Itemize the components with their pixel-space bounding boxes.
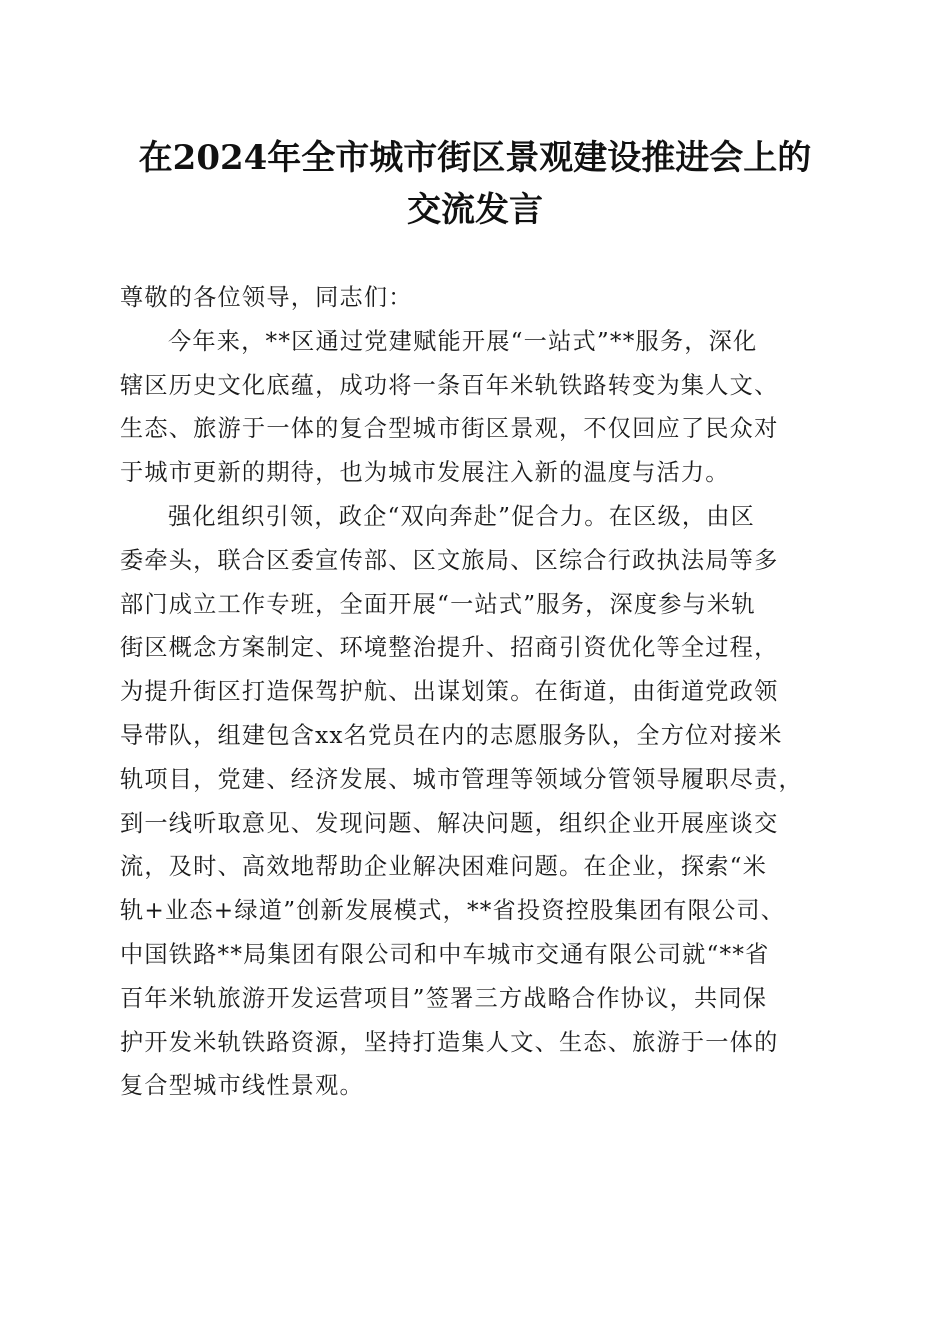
paragraph-line: 部门成立工作专班，全面开展“一站式”服务，深度参与米轨 bbox=[120, 590, 756, 618]
document-body bbox=[120, 276, 840, 1108]
paragraph-line: 中国铁路**局集团有限公司和中车城市交通有限公司就“**省 bbox=[120, 940, 770, 968]
document-title bbox=[110, 132, 840, 236]
paragraph-line: 今年来，**区通过党建赋能开展“一站式”**服务，深化 bbox=[168, 327, 758, 355]
paragraph-line: 强化组织引领，政企“双向奔赴”促合力。在区级，由区 bbox=[168, 502, 756, 530]
paragraph-line: 为提升街区打造保驾护航、出谋划策。在街道，由街道党政领 bbox=[120, 678, 779, 706]
paragraph-line: 轨项目，党建、经济发展、城市管理等领域分管领导履职尽责， bbox=[120, 765, 803, 793]
paragraph-line: 到一线听取意见、发现问题、解决问题，组织企业开展座谈交 bbox=[120, 809, 779, 837]
paragraph-line: 辖区历史文化底蕴，成功将一条百年米轨铁路转变为集人文、 bbox=[120, 371, 779, 399]
paragraph-line: 轨+业态+绿道”创新发展模式，**省投资控股集团有限公司、 bbox=[120, 897, 786, 925]
paragraph-line: 生态、旅游于一体的复合型城市街区景观，不仅回应了民众对 bbox=[120, 415, 779, 443]
paragraph-2 bbox=[120, 495, 840, 1108]
title-line-1: 在2024年全市城市街区景观建设推进会上的 bbox=[138, 138, 812, 178]
paragraph-line: 街区概念方案制定、环境整治提升、招商引资优化等全过程， bbox=[120, 634, 779, 662]
paragraph-line: 护开发米轨铁路资源，坚持打造集人文、生态、旅游于一体的 bbox=[120, 1028, 779, 1056]
paragraph-1 bbox=[120, 320, 840, 495]
paragraph-line: 于城市更新的期待，也为城市发展注入新的温度与活力。 bbox=[120, 459, 730, 487]
paragraph-line: 流，及时、高效地帮助企业解决困难问题。在企业，探索“米 bbox=[120, 853, 768, 881]
paragraph-line: 导带队，组建包含xx名党员在内的志愿服务队，全方位对接米 bbox=[120, 721, 783, 749]
salutation: 尊敬的各位领导，同志们： bbox=[120, 284, 413, 311]
paragraph-line: 百年米轨旅游开发运营项目”签署三方战略合作协议，共同保 bbox=[120, 984, 768, 1012]
paragraph-line: 委牵头，联合区委宣传部、区文旅局、区综合行政执法局等多 bbox=[120, 546, 779, 574]
paragraph-line: 复合型城市线性景观。 bbox=[120, 1072, 364, 1100]
title-line-2: 交流发言 bbox=[407, 190, 543, 230]
